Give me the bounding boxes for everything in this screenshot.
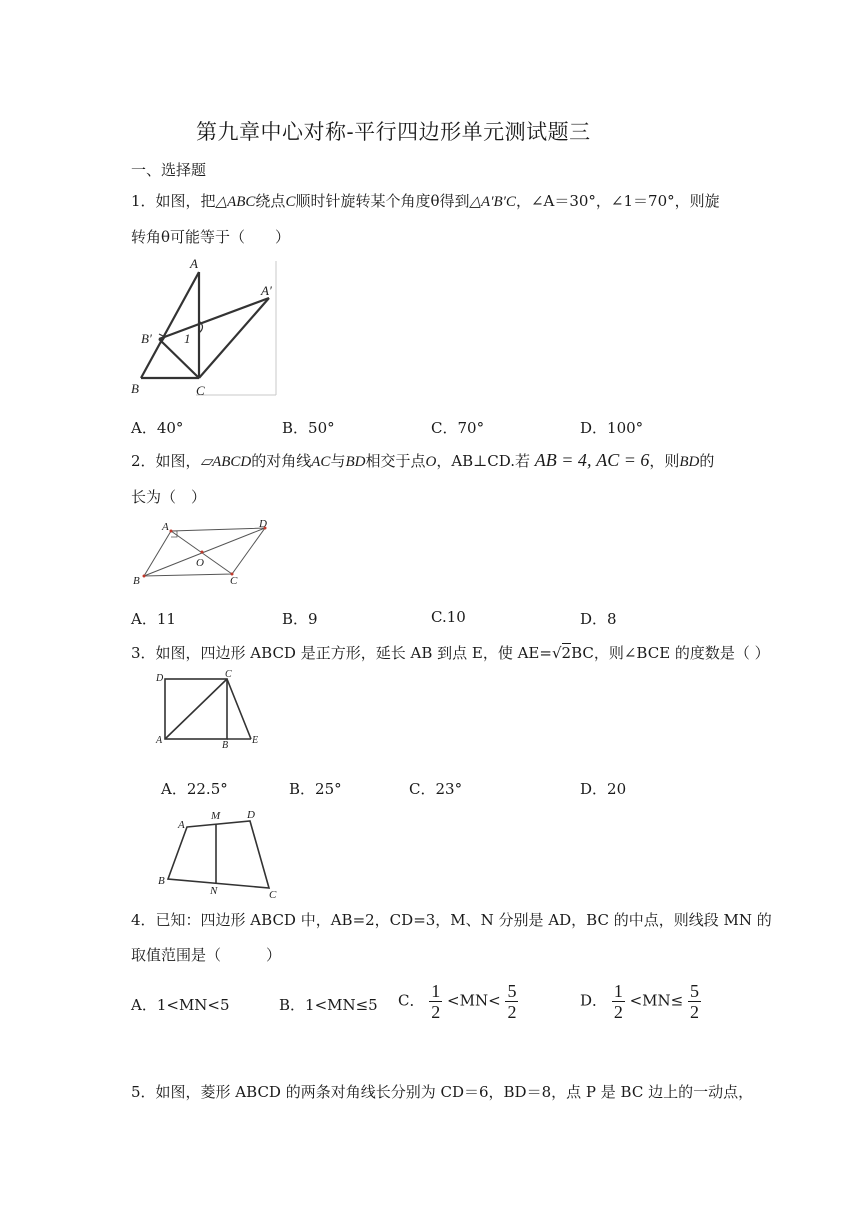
q1-label-C: C <box>196 383 205 398</box>
q1-figure <box>126 255 282 400</box>
q4-label-M: M <box>211 810 221 822</box>
q3-label-E: E <box>252 735 259 746</box>
q4-d-fraction-five-halves: $\frac{5}{2}$ <box>690 981 699 1022</box>
q2-option-d[interactable]: D．8 <box>580 610 617 628</box>
q4-option-c[interactable]: C． $\frac{1}{2}$ <MN< $\frac{5}{2}$ <box>398 981 517 1022</box>
q1-label-B-prime: B′ <box>141 331 152 346</box>
q3-option-d[interactable]: D．20 <box>580 780 627 798</box>
q3-label-A: A <box>156 735 163 746</box>
section-heading: 一、选择题 <box>131 161 207 179</box>
q1-line1: 1．如图，把△ABC绕点C顺时针旋转某个角度θ得到△A′B′C，∠A＝30°，∠1＝70°，则旋 <box>131 192 720 210</box>
q1-line2: 转角θ可能等于（ ） <box>131 228 291 246</box>
q3-option-b[interactable]: B．25° <box>289 780 342 798</box>
q1-label-A-prime: A′ <box>261 283 272 298</box>
q4-figure <box>150 806 285 902</box>
q1-option-a[interactable]: A．40° <box>131 419 184 437</box>
q3-figure <box>152 668 272 750</box>
q4-line1: 4．已知：四边形 ABCD 中，AB=2，CD=3，M、N 分别是 AD，BC 的中点，则线段 MN 的 <box>131 911 772 929</box>
q4-d-fraction-half: $\frac{1}{2}$ <box>613 981 623 1022</box>
q2-line2: 长为（ ） <box>131 488 207 506</box>
q2-label-C: C <box>230 575 238 587</box>
page-title: 第九章中心对称-平行四边形单元测试题三 <box>196 120 591 144</box>
q2-figure <box>128 518 278 588</box>
q1-option-b[interactable]: B．50° <box>282 419 335 437</box>
q3-option-c[interactable]: C．23° <box>409 780 463 798</box>
q4-line2: 取值范围是（ ） <box>131 946 282 964</box>
q2-label-A: A <box>162 521 169 533</box>
q2-label-D: D <box>259 518 267 530</box>
q4-label-N: N <box>210 885 218 897</box>
q5-line1: 5．如图，菱形 ABCD 的两条对角线长分别为 CD＝6，BD＝8，点 P 是 BC 边上的一动点， <box>131 1083 754 1101</box>
q4-label-B: B <box>158 875 165 887</box>
q3-label-D: D <box>156 673 164 684</box>
q2-option-b[interactable]: B．9 <box>282 610 318 628</box>
q2-option-c[interactable]: C.10 <box>431 608 466 626</box>
q4-option-d[interactable]: D． $\frac{1}{2}$ <MN≤ $\frac{5}{2}$ <box>580 981 699 1022</box>
q1-label-B: B <box>131 381 139 396</box>
q1-option-d[interactable]: D．100° <box>580 419 644 437</box>
q3-label-B: B <box>222 740 229 750</box>
q1-label-angle-1: 1 <box>184 331 191 346</box>
q2-label-B: B <box>133 575 140 587</box>
q2-option-a[interactable]: A．11 <box>131 610 176 628</box>
q2-line1: 2．如图，▱ABCD的对角线AC与BD相交于点O，AB⊥CD.若 AB = 4, AC = 6，则BD的 <box>131 450 715 470</box>
q4-fraction-five-halves: $\frac{5}{2}$ <box>507 981 517 1022</box>
q4-label-C: C <box>269 889 277 901</box>
q3-line1: 3．如图，四边形 ABCD 是正方形，延长 AB 到点 E，使 AE=√2BC，则∠BCE 的度数是（ ） <box>131 644 770 662</box>
q1-label-A: A <box>190 256 198 271</box>
q3-option-a[interactable]: A．22.5° <box>161 780 228 798</box>
q2-label-O: O <box>196 557 204 569</box>
q4-option-b[interactable]: B．1<MN≤5 <box>279 996 378 1014</box>
q4-label-A: A <box>178 819 185 831</box>
q4-fraction-half: $\frac{1}{2}$ <box>431 981 441 1022</box>
q3-label-C: C <box>225 669 232 680</box>
q4-label-D: D <box>247 809 255 821</box>
q1-option-c[interactable]: C．70° <box>431 419 485 437</box>
q4-option-a[interactable]: A．1<MN<5 <box>131 996 230 1014</box>
